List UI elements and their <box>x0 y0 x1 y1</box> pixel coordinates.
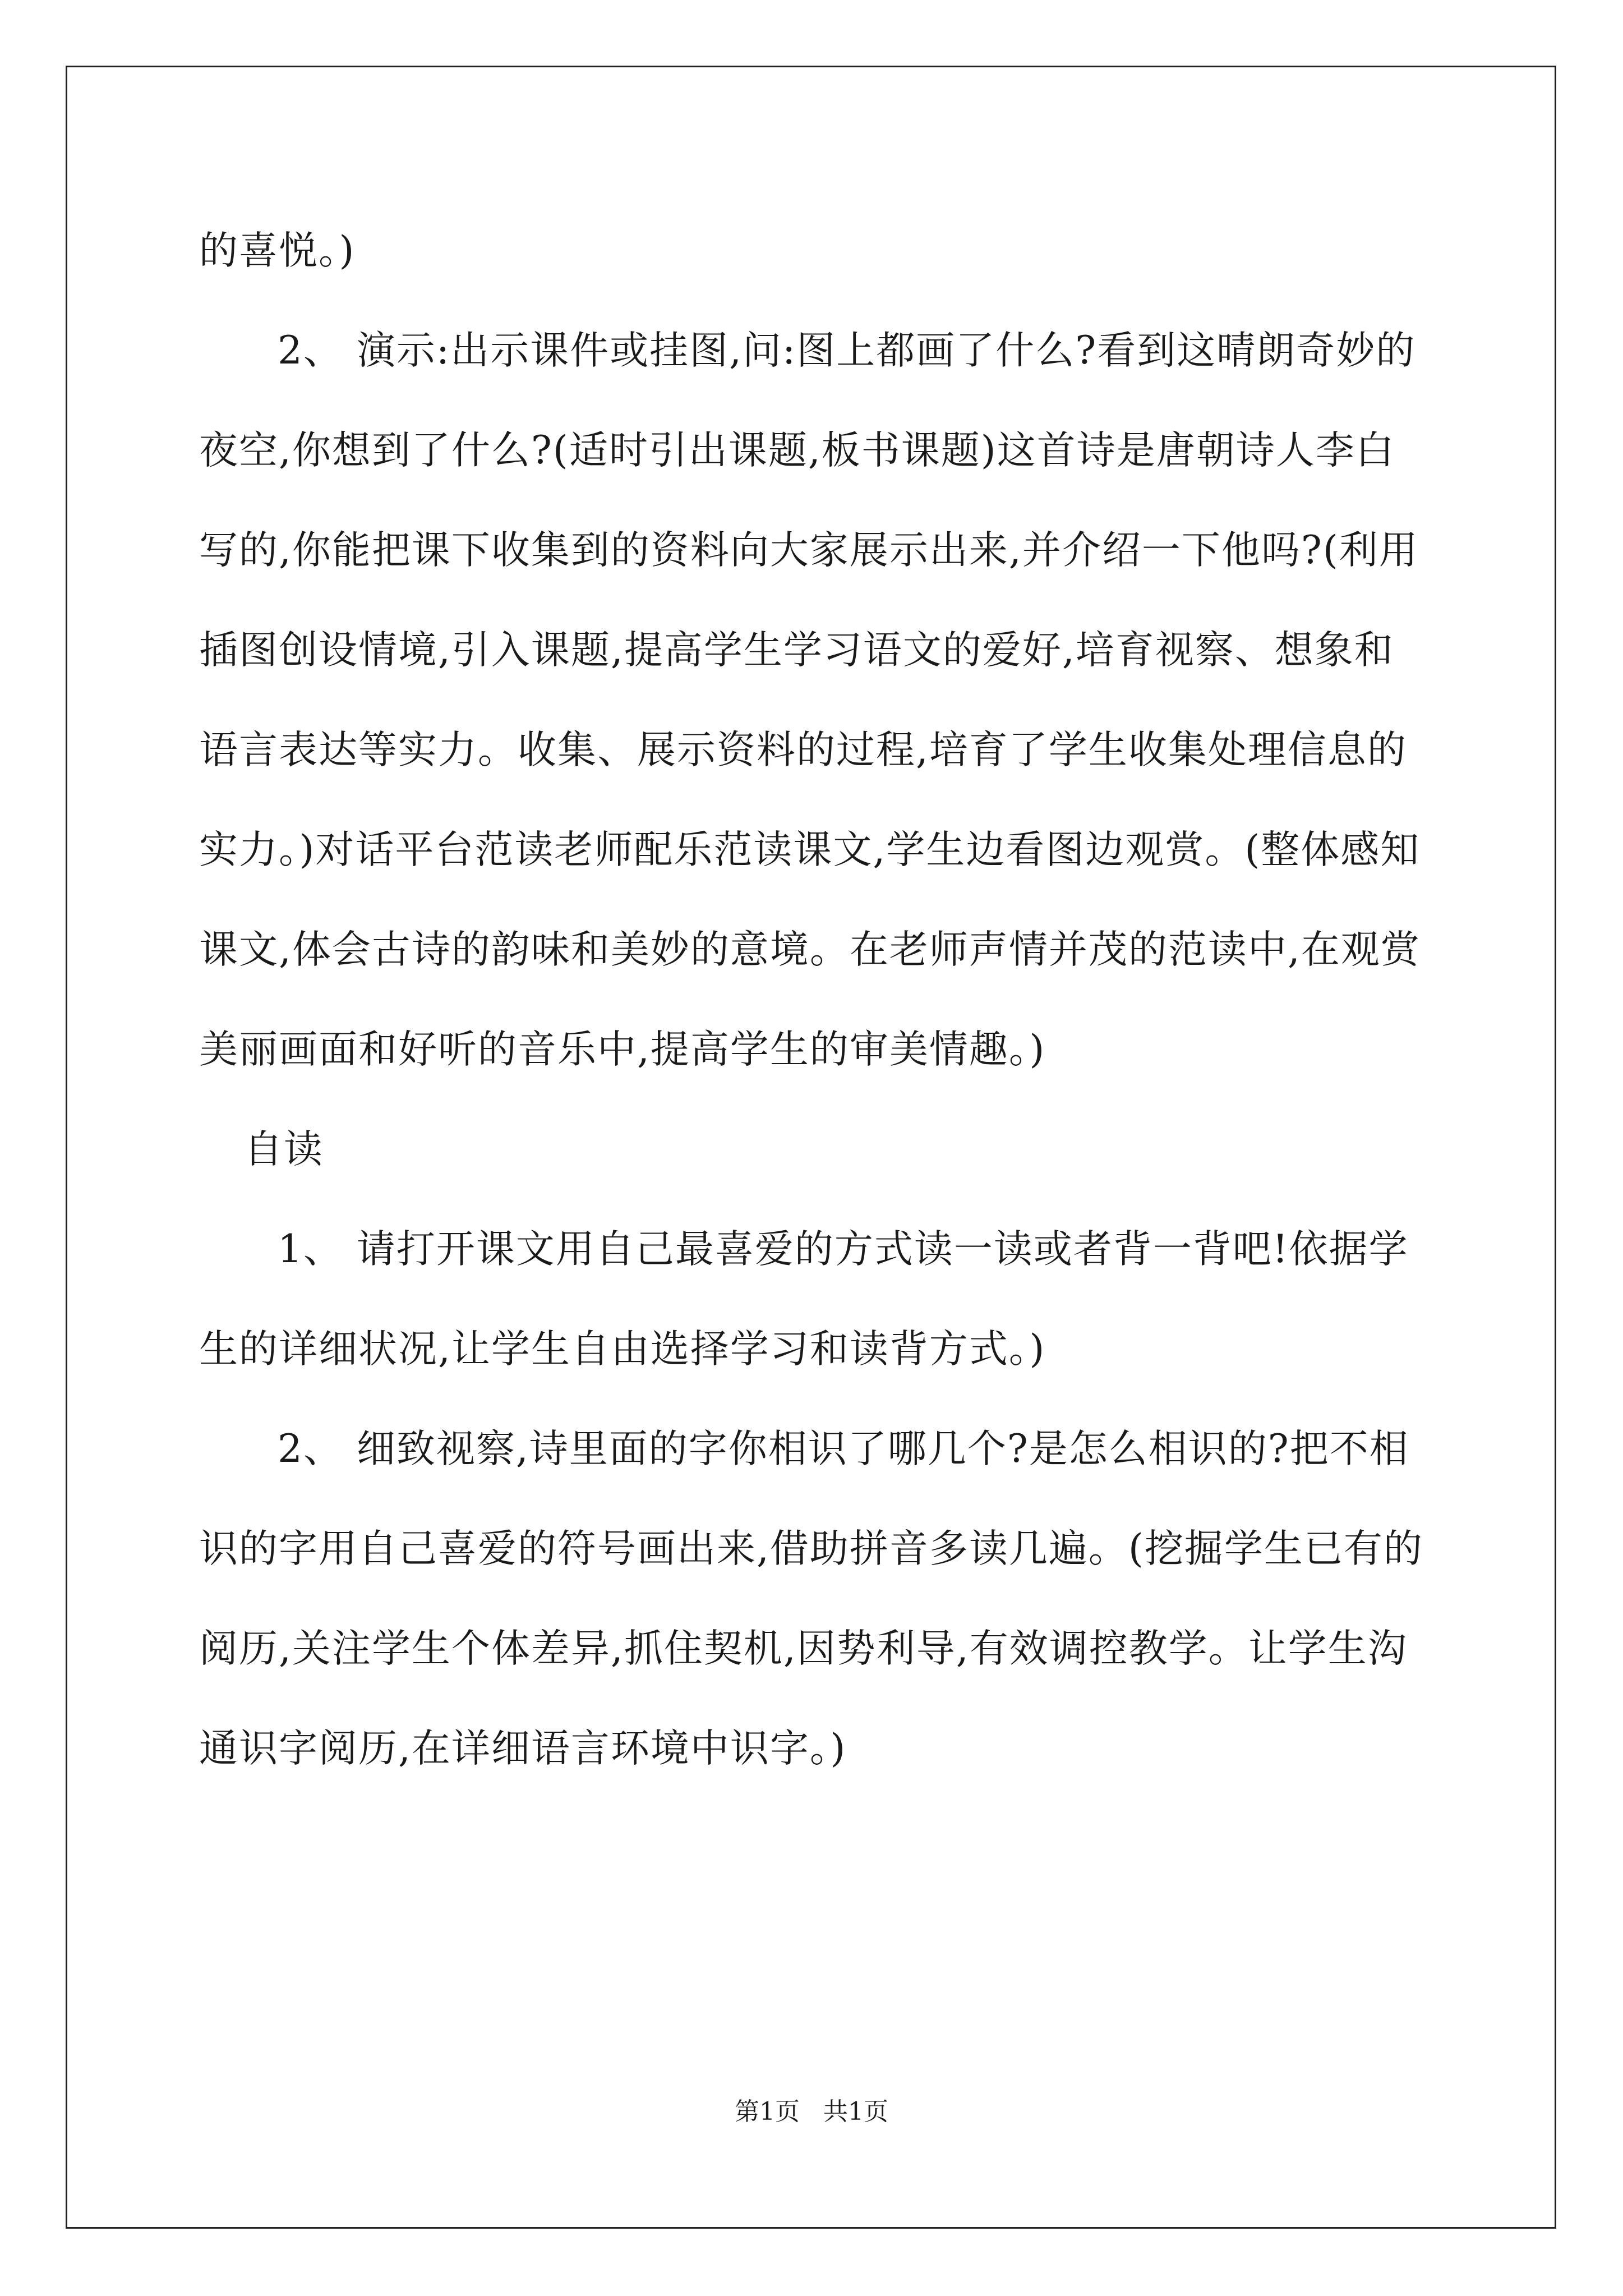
page-number-total: 共1页 <box>823 2097 888 2126</box>
section-heading-self-reading: 自读 <box>244 1127 324 1172</box>
page-footer <box>0 2091 1623 2127</box>
paragraph-demo: 2、 演示:出示课件或挂图,问:图上都画了什么?看到这晴朗奇妙的夜空,你想到了什么?(适时引出课题,板书课题)这首诗是唐朝诗人李白写的,你能把课下收集到的资料向大家展示出来,并介绍一下他吗?(利用插图创设情境,引入课题,提高学生学习语文的爱好,培育视察、想象和语言表达等实力。收集、展示资料的过程,培育了学生收集处理信息的实力。)对话平台范读老师配乐范读课文,学生边看图边观赏。(整体感知课文,体会古诗的韵味和美妙的意境。在老师声情并茂的范读中,在观赏美丽画面和好听的音乐中,提高学生的审美情趣。) <box>199 328 1421 1072</box>
page-number-current: 第1页 <box>735 2097 800 2126</box>
paragraph-reading-step-1: 1、 请打开课文用自己最喜爱的方式读一读或者背一背吧!依据学生的详细状况,让学生自由选择学习和读背方式。) <box>199 1227 1409 1372</box>
paragraph-reading-step-2: 2、 细致视察,诗里面的字你相识了哪几个?是怎么相识的?把不相识的字用自己喜爱的符号画出来,借助拼音多读几遍。(挖掘学生已有的阅历,关注学生个体差异,抓住契机,因势利导,有效调控教学。让学生沟通识字阅历,在详细语言环境中识字。) <box>199 1427 1423 1771</box>
document-body <box>199 201 1430 1798</box>
paragraph-continuation: 的喜悦。) <box>199 228 356 273</box>
